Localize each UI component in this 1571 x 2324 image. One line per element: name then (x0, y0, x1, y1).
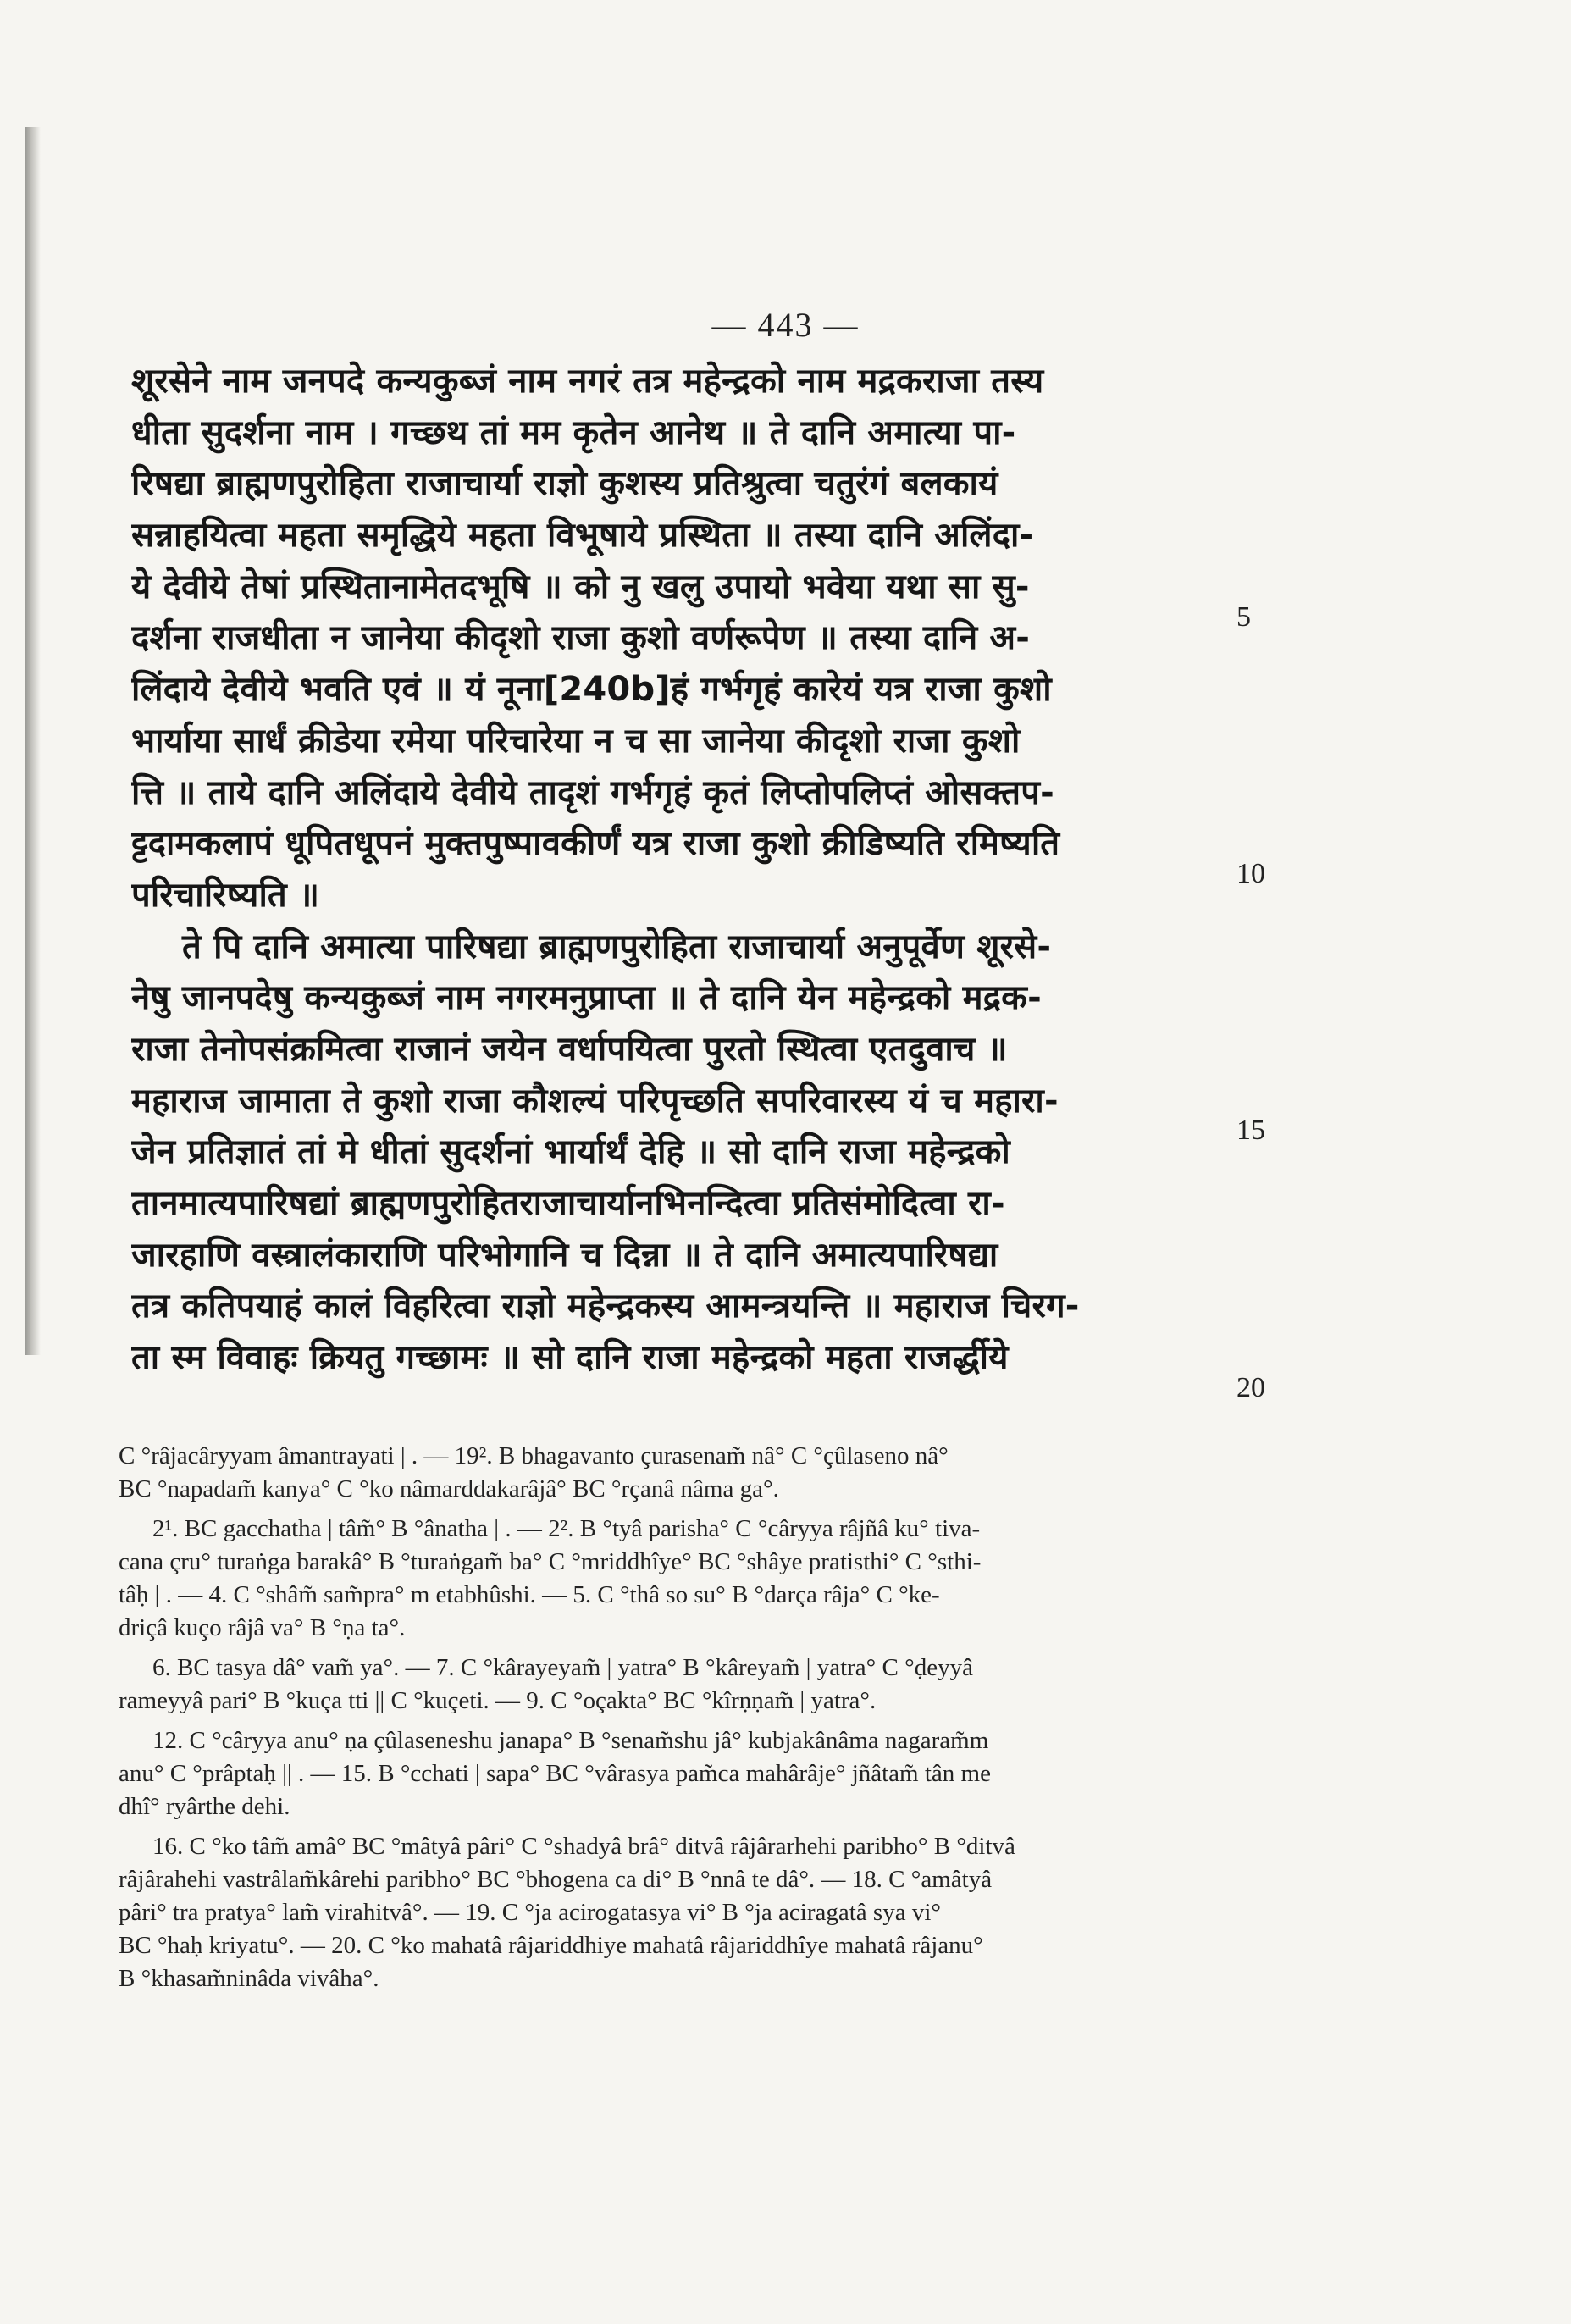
note-paragraph (119, 1724, 1245, 1823)
text-line-7: लिंदाये देवीये भवति एवं ॥ यं नूना[240b]हं गर्भगृहं कारेयं यत्र राजा कुशो (131, 670, 1052, 710)
note-line: BC °haḥ kriyatu°. — 20. C °ko mahatâ râjariddhiye mahatâ râjariddhîye mahatâ râjanu° (119, 1932, 983, 1959)
note-line: pâri° tra pratya° lam̃ virahitvâ°. — 19. C °ja acirogatasya vi° B °ja aciragatâ sya vi° (119, 1899, 941, 1926)
text-line-8: भार्याया सार्धं क्रीडेया रमेया परिचारेया न च सा जानेया कीदृशो राजा कुशो (131, 721, 1021, 761)
text-line-2: धीता सुदर्शना नाम । गच्छथ तां मम कृतेन आनेथ ॥ ते दानि अमात्या पा- (131, 412, 1016, 452)
sanskrit-main-text (131, 356, 1224, 1384)
text-line-14: राजा तेनोपसंक्रमित्वा राजानं जयेन वर्धापयित्वा पुरतो स्थित्वा एतदुवाच ॥ (131, 1029, 1008, 1069)
text-line-3: रिषद्या ब्राह्मणपुरोहिता राजाचार्या राज्ञो कुशस्य प्रतिश्रुत्वा चतुरंगं बलकायं (131, 464, 998, 504)
critical-apparatus (119, 1440, 1245, 2002)
note-paragraph (119, 1830, 1245, 1995)
note-line: 6. BC tasya dâ° vam̃ ya°. — 7. C °kârayeyam̃ | yatra° B °kâreyam̃ | yatra° C °ḍeyyâ (152, 1654, 973, 1681)
text-line-19: तत्र कतिपयाहं कालं विहरित्वा राज्ञो महेन्द्रकस्य आमन्त्रयन्ति ॥ महाराज चिरग- (131, 1286, 1080, 1326)
note-paragraph (119, 1513, 1245, 1645)
text-line-20: ता स्म विवाहः क्रियतु गच्छामः ॥ सो दानि राजा महेन्द्रको महता राजर्द्धीये (131, 1338, 1009, 1378)
note-line: cana çru° turaṅga barakâ° B °turaṅgam̃ ba° C °mriddhîye° BC °shâye pratisthi° C °sthi- (119, 1548, 982, 1575)
text-line-6: दर्शना राजधीता न जानेया कीदृशो राजा कुशो वर्णरूपेण ॥ तस्या दानि अ- (131, 618, 1031, 658)
text-line-18: जारहाणि वस्त्रालंकाराणि परिभोगानि च दिन्ना ॥ ते दानि अमात्यपारिषद्या (131, 1235, 998, 1275)
note-line: 12. C °câryya anu° ṇa çûlaseneshu janapa° B °senam̃shu jâ° kubjakânâma nagaram̃m (152, 1727, 989, 1754)
note-line: rameyyâ pari° B °kuça tti || C °kuçeti. — 9. C °oçakta° BC °kîrṇṇam̃ | yatra°. (119, 1687, 877, 1714)
page-number: — 443 — (711, 306, 860, 344)
text-line-15: महाराज जामाता ते कुशो राजा कौशल्यं परिपृच्छति सपरिवारस्य यं च महारा- (131, 1081, 1059, 1120)
note-line: dhî° ryârthe dehi. (119, 1793, 290, 1820)
line-number-5: 5 (1236, 601, 1251, 633)
text-line-1: शूरसेने नाम जनपदे कन्यकुब्जं नाम नगरं तत्र महेन्द्रको नाम मद्रकराजा तस्य (131, 362, 1044, 401)
note-line: anu° C °prâptaḥ || . — 15. B °cchati | sapa° BC °vârasya pam̃ca mahârâje° jñâtam̃ tân me (119, 1760, 991, 1787)
text-line-4: सन्नाहयित्वा महता समृद्धिये महता विभूषाये प्रस्थिता ॥ तस्या दानि अलिंदा- (131, 516, 1034, 556)
text-line-10: ट्टदामकलापं धूपितधूपनं मुक्तपुष्पावकीर्णं यत्र राजा कुशो क्रीडिष्यति रमिष्यति (131, 824, 1060, 864)
note-line: tâḥ | . — 4. C °shâm̃ sam̃pra° m etabhûshi. — 5. C °thâ so su° B °darça râja° C °ke- (119, 1581, 940, 1608)
note-line: 16. C °ko tâm̃ amâ° BC °mâtyâ pâri° C °shadyâ brâ° ditvâ râjârarhehi paribho° B °ditvâ (152, 1833, 1015, 1860)
text-line-16: जेन प्रतिज्ञातं तां मे धीतां सुदर्शनां भार्यार्थं देहि ॥ सो दानि राजा महेन्द्रको (131, 1132, 1010, 1172)
line-number-15: 15 (1236, 1115, 1265, 1146)
text-line-9: त्ति ॥ ताये दानि अलिंदाये देवीये तादृशं गर्भगृहं कृतं लिप्तोपलिप्तं ओसक्तप- (131, 772, 1054, 812)
text-line-17: तानमात्यपारिषद्यां ब्राह्मणपुरोहितराजाचार्यानभिनन्दित्वा प्रतिसंमोदित्वा रा- (131, 1184, 1005, 1223)
note-line: râjârahehi vastrâlam̃kârehi paribho° BC °bhogena ca di° B °nnâ te dâ°. — 18. C °amâtyâ (119, 1866, 993, 1893)
text-line-12: ते पि दानि अमात्या पारिषद्या ब्राह्मणपुरोहिता राजाचार्या अनुपूर्वेण शूरसे- (182, 927, 1052, 966)
note-line: C °râjacâryyam âmantrayati | . — 19². B bhagavanto çurasenam̃ nâ° C °çûlaseno nâ° (119, 1442, 949, 1469)
note-line: driçâ kuço râjâ va° B °ṇa ta°. (119, 1614, 406, 1641)
note-paragraph (119, 1440, 1245, 1506)
text-line-11: परिचारिष्यति ॥ (131, 875, 320, 915)
note-line: BC °napadam̃ kanya° C °ko nâmarddakarâjâ° BC °rçanâ nâma ga°. (119, 1475, 779, 1502)
line-number-20: 20 (1236, 1372, 1265, 1403)
note-paragraph (119, 1652, 1245, 1718)
line-number-10: 10 (1236, 858, 1265, 889)
note-line: 2¹. BC gacchatha | tâm̃° B °ânatha | . — 2². B °tyâ parisha° C °câryya râjñâ ku° tiva- (152, 1515, 981, 1542)
note-line: B °khasam̃ninâda vivâha°. (119, 1965, 379, 1992)
text-line-13: नेषु जानपदेषु कन्यकुब्जं नाम नगरमनुप्राप्ता ॥ ते दानि येन महेन्द्रको मद्रक- (131, 978, 1042, 1018)
text-line-5: ये देवीये तेषां प्रस्थितानामेतदभूषि ॥ को नु खलु उपायो भवेया यथा सा सु- (131, 567, 1030, 606)
